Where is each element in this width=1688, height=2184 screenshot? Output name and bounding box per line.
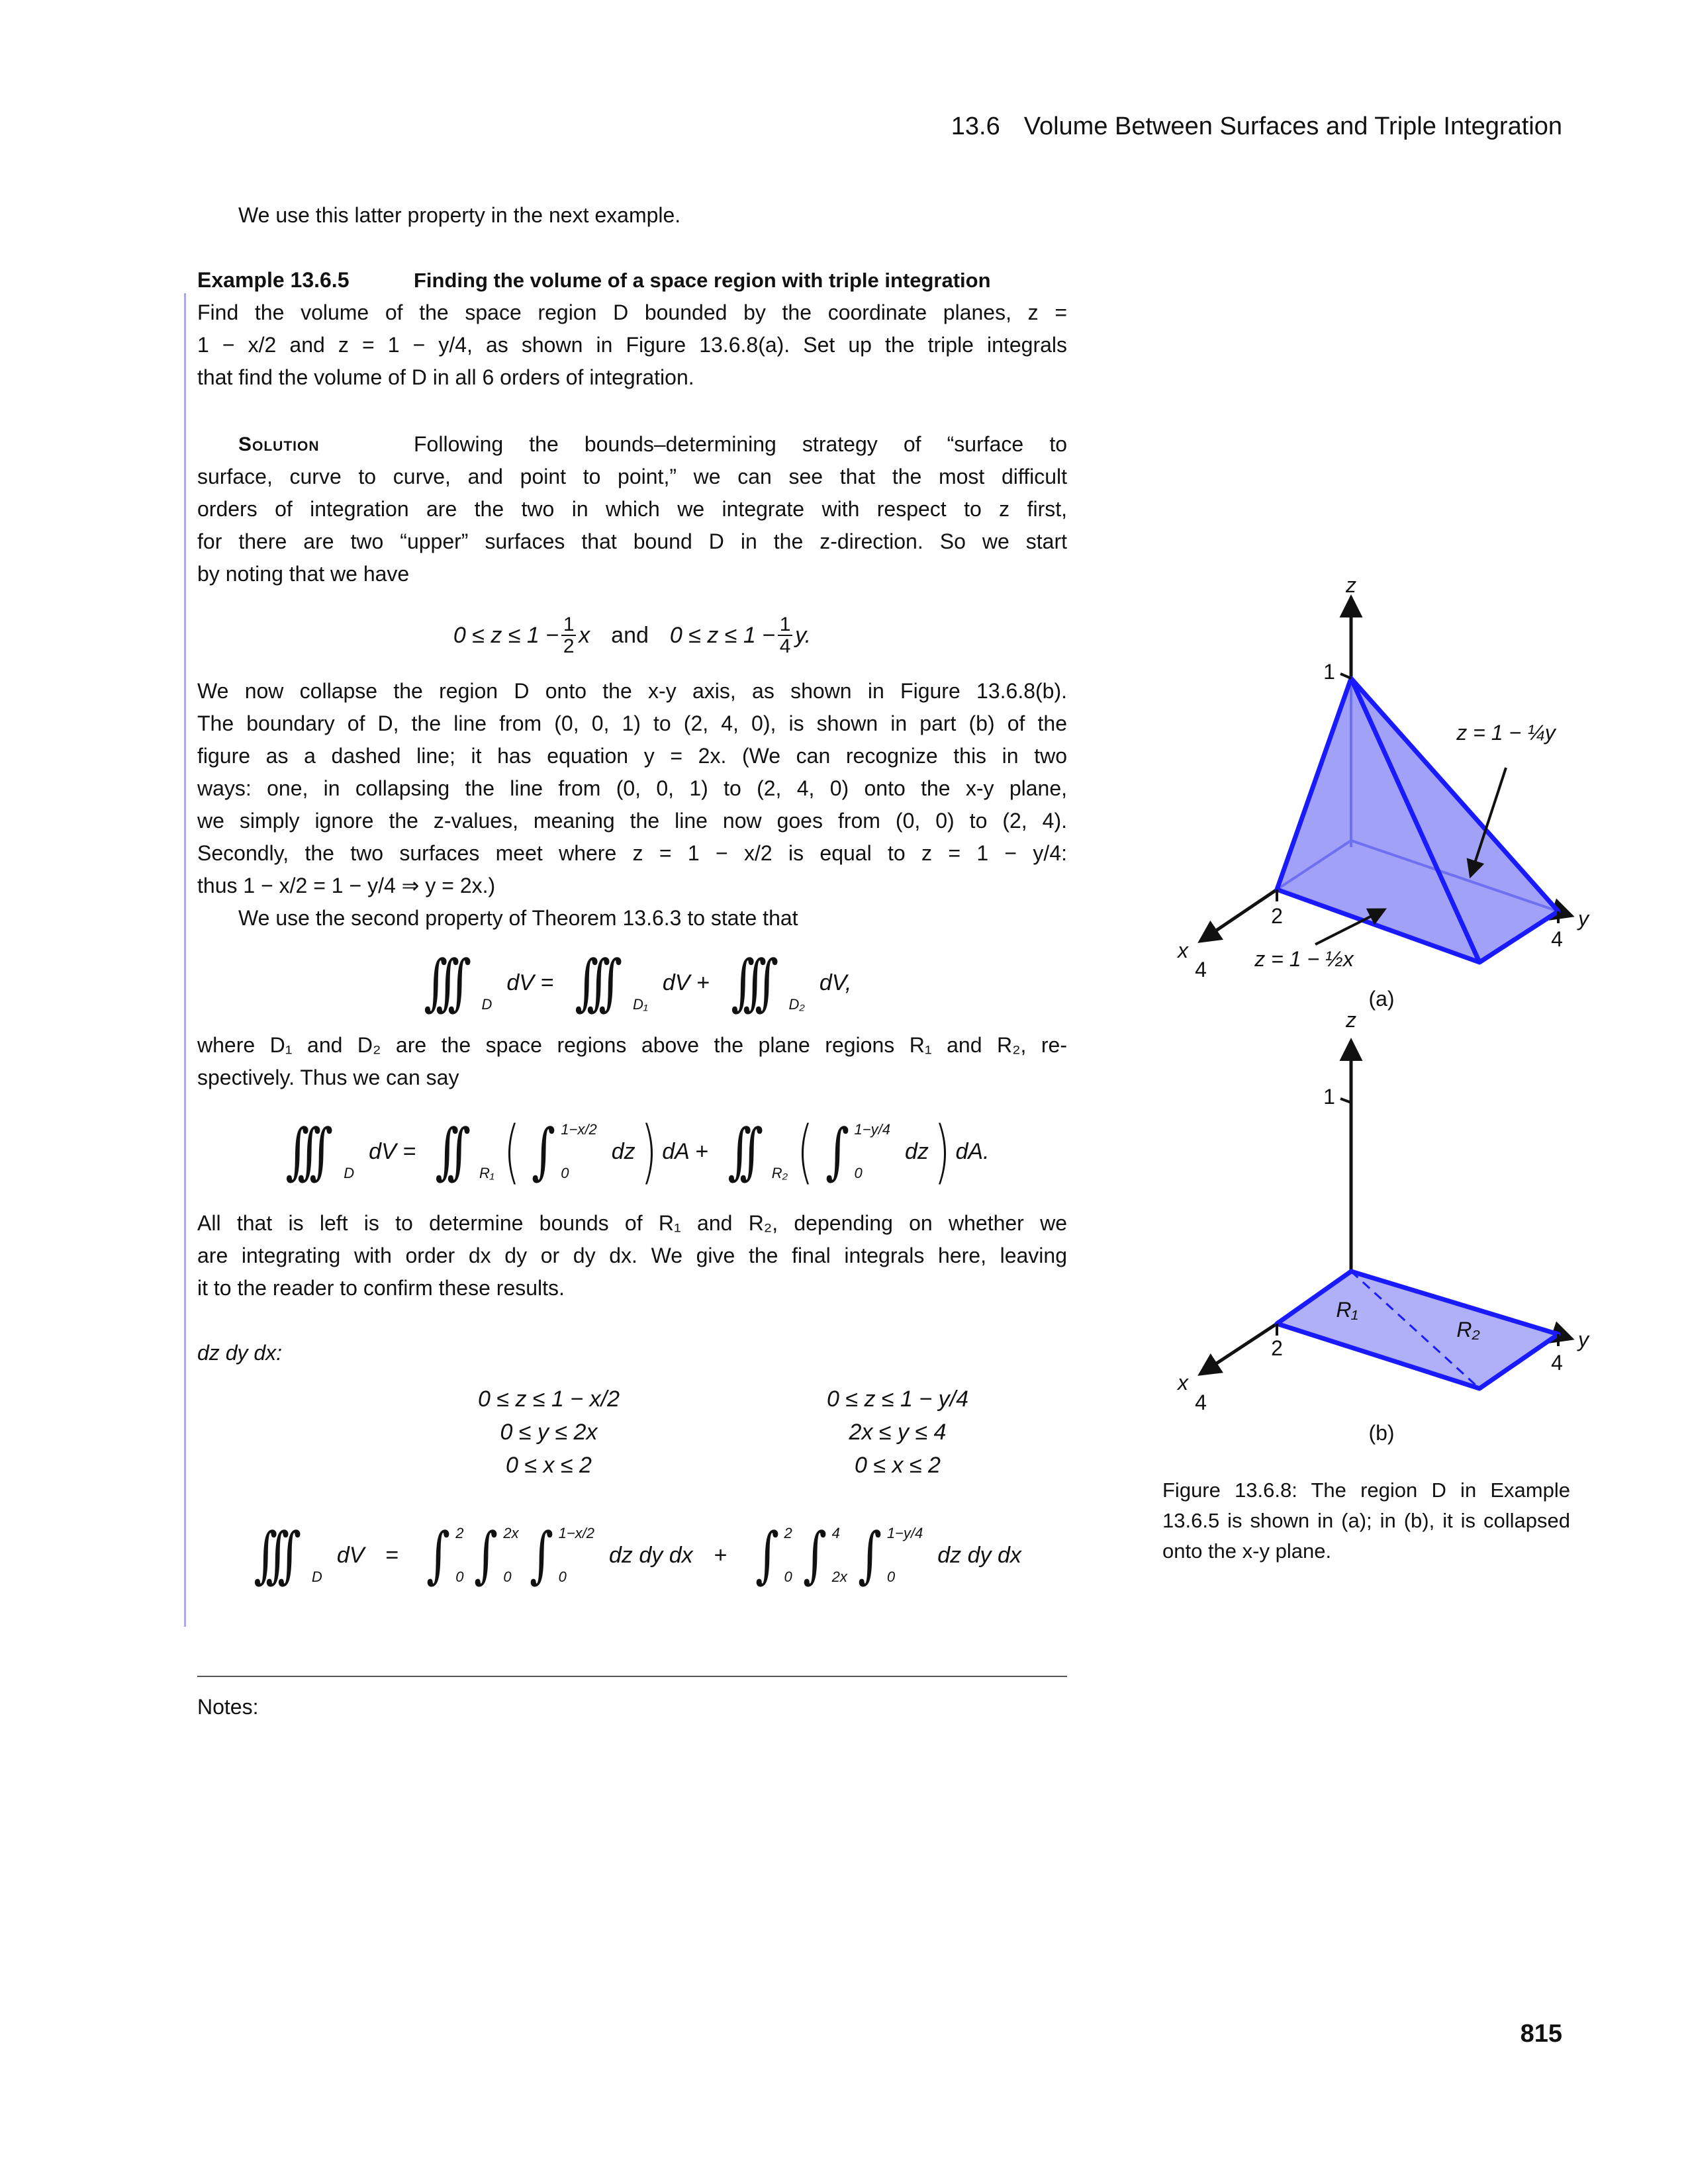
z-tick-label: 1 [1323, 660, 1335, 684]
eq-term: dV = [369, 1138, 416, 1164]
eq-left: 0 ≤ z ≤ 1 − [453, 622, 559, 648]
integral [470, 1520, 519, 1590]
subfigure-b-label: (b) [1368, 1421, 1395, 1445]
text-line: for there are two “upper” surfaces that bound D in the z-direction. So we start [197, 529, 1067, 553]
region-r2-label: R₂ [1456, 1318, 1480, 1342]
text-line: Find the volume of the space region D bounded by the coordinate planes, z = [197, 300, 1067, 324]
intro-text: We use this latter property in the next example. [238, 203, 681, 227]
equation-volume-sum [197, 946, 1067, 1019]
text-line: All that is left is to determine bounds of R₁ and R₂, depending on whether we [197, 1211, 1067, 1235]
integral-symbol: ∫ [825, 1116, 849, 1187]
integral-symbol: ∫∫∫ [254, 1520, 290, 1590]
solution-text [197, 461, 1067, 590]
x-end-label: 4 [1195, 1390, 1207, 1414]
lower-limit: 0 [503, 1569, 512, 1585]
text-line: that find the volume of D in all 6 orders of integration. [197, 365, 694, 389]
equation-z-bounds [197, 609, 1067, 662]
notes-divider [197, 1676, 1067, 1677]
z-axis-label: z [1346, 1008, 1356, 1032]
eq-left-var: x [579, 622, 590, 648]
text-line: We use the second property of Theorem 13.6.3 to state that [238, 906, 798, 930]
subfigure-a-label: (a) [1368, 987, 1395, 1011]
caption-line: Figure 13.6.8: The region D in Example [1162, 1479, 1570, 1502]
left-paren: ( [503, 1111, 520, 1192]
x-axis [1201, 889, 1277, 940]
x-axis [1201, 1324, 1277, 1373]
regions-paragraph [197, 1029, 1067, 1094]
text-line: spectively. Thus we can say [197, 1066, 459, 1089]
integral-region: D [344, 1165, 355, 1181]
surface-y-label: z = 1 − ¼y [1456, 721, 1556, 745]
figure-caption [1162, 1475, 1570, 1567]
eq-term: dz [904, 1138, 929, 1164]
equals: = [385, 1542, 399, 1568]
lower-limit: 0 [854, 1165, 863, 1181]
x-axis-label: x [1178, 1371, 1188, 1394]
eq-term: dV [336, 1542, 365, 1568]
figure-a-solid [1176, 573, 1590, 1011]
integral [751, 1520, 792, 1590]
integral-region: D [481, 996, 492, 1013]
eq-and: and [611, 622, 649, 648]
x-end-label: 4 [1195, 958, 1207, 981]
eq-term: dz [611, 1138, 635, 1164]
bound-z: 0 ≤ z ≤ 1 − x/2 [477, 1387, 620, 1412]
page-number: 815 [1520, 2020, 1562, 2048]
integral-symbol: ∫ [802, 1520, 827, 1590]
figure-13-6-8 [1125, 563, 1655, 1456]
triple-integral [416, 947, 492, 1018]
integral-symbol: ∫ [755, 1520, 779, 1590]
x-tick-label: 2 [1271, 904, 1283, 928]
triple-integral [723, 947, 805, 1018]
double-integral [722, 1116, 788, 1187]
text-line: Following the bounds–determining strategy of “surface to [414, 432, 1067, 456]
numerator: 1 [779, 613, 791, 635]
solution-first-line [414, 428, 1067, 461]
y-axis-label: y [1578, 1328, 1589, 1351]
triple-integral [277, 1116, 355, 1187]
text-line: it to the reader to confirm these results. [197, 1276, 565, 1300]
lower-limit: 0 [886, 1569, 896, 1585]
eq-right: 0 ≤ z ≤ 1 − [669, 622, 776, 648]
lower-limit: 2x [831, 1569, 847, 1585]
bounds-paragraph [197, 1207, 1067, 1304]
solution-label: Solution [238, 433, 320, 455]
upper-limit: 2 [784, 1525, 792, 1541]
y-axis-label: y [1578, 907, 1589, 931]
region-r1-label: R₁ [1336, 1298, 1358, 1322]
text-line: we simply ignore the z-values, meaning the line now goes from (0, 0) to (2, 4). [197, 809, 1067, 833]
numerator: 1 [563, 613, 575, 635]
triple-integral [567, 947, 648, 1018]
upper-limit: 1−y/4 [854, 1121, 890, 1138]
example-statement [197, 296, 1067, 394]
integral-region: D₂ [788, 996, 805, 1013]
integral-symbol: ∫∫∫ [575, 947, 611, 1018]
integral [854, 1520, 923, 1590]
text-line: by noting that we have [197, 562, 410, 586]
double-integral [429, 1116, 494, 1187]
plus: + [714, 1542, 727, 1568]
integral-symbol: ∫ [426, 1520, 451, 1590]
text-line: surface, curve to curve, and point to point,” we can see that the most difficult [197, 465, 1067, 488]
example-label: Example 13.6.5 [197, 268, 350, 292]
bound-z: 0 ≤ z ≤ 1 − y/4 [826, 1387, 969, 1412]
header-section: 13.6 [951, 113, 1000, 140]
x-axis-label: x [1178, 938, 1188, 962]
text-line: 1 − x/2 and z = 1 − y/4, as shown in Figure 13.6.8(a). Set up the triple integrals [197, 333, 1067, 357]
fraction [561, 614, 576, 657]
upper-limit: 1−y/4 [886, 1525, 923, 1541]
integral-symbol: ∫∫∫ [285, 1116, 322, 1187]
text-line: thus 1 − x/2 = 1 − y/4 ⇒ y = 2x.) [197, 874, 496, 897]
y-tick-label: 4 [1551, 927, 1563, 951]
upper-limit: 1−x/2 [561, 1121, 597, 1138]
z-axis-label: z [1346, 573, 1356, 597]
upper-limit: 2 [455, 1525, 464, 1541]
integral-symbol: ∫ [529, 1520, 553, 1590]
y-tick-label: 4 [1551, 1351, 1563, 1375]
eq-differentials: dz dy dx [937, 1542, 1021, 1568]
figure-b-projection [1176, 1008, 1590, 1445]
upper-limit: 4 [831, 1525, 840, 1541]
integral [528, 1116, 597, 1187]
caption-line: 13.6.5 is shown in (a); in (b), it is collapsed [1162, 1509, 1570, 1532]
eq-differentials: dz dy dx [609, 1542, 693, 1568]
left-paren: ( [797, 1111, 814, 1192]
integral [799, 1520, 847, 1590]
bounds-left [416, 1383, 681, 1482]
denominator: 4 [779, 635, 791, 657]
integral [821, 1116, 890, 1187]
integral-symbol: ∫∫∫ [730, 947, 767, 1018]
bounds-right [765, 1383, 1030, 1482]
collapse-paragraph [197, 675, 1067, 934]
integral [422, 1520, 464, 1590]
upper-limit: 2x [503, 1525, 519, 1541]
text-line: ways: one, in collapsing the line from (0, 0, 1) to (2, 4, 0) onto the x-y plane, [197, 776, 1067, 800]
integral-symbol: ∫ [857, 1520, 882, 1590]
caption-line: onto the x-y plane. [1162, 1539, 1332, 1563]
text-line: where D₁ and D₂ are the space regions above the plane regions R₁ and R₂, re- [197, 1033, 1067, 1057]
text-line: We now collapse the region D onto the x-y axis, as shown in Figure 13.6.8(b). [197, 679, 1067, 703]
triple-integral [246, 1520, 322, 1590]
eq-right-var: y. [795, 622, 812, 648]
surface-x-label: z = 1 − ½x [1254, 947, 1354, 971]
text-line: figure as a dashed line; it has equation y = 2x. (We can recognize this in two [197, 744, 1067, 768]
header-title: Volume Between Surfaces and Triple Integration [1023, 113, 1562, 140]
right-paren: ) [640, 1111, 657, 1192]
eq-term: dA. [955, 1138, 990, 1164]
lower-limit: 0 [558, 1569, 567, 1585]
x-tick-label: 2 [1271, 1336, 1283, 1360]
integral-region: D₁ [633, 996, 648, 1013]
integral-symbol: ∫∫ [727, 1116, 751, 1187]
text-line: The boundary of D, the line from (0, 0, 1) to (2, 4, 0), is shown in part (b) of the [197, 711, 1067, 735]
example-title [414, 264, 1067, 296]
integral-symbol: ∫∫ [435, 1116, 459, 1187]
integral-region: R₂ [771, 1165, 788, 1181]
equation-final [197, 1516, 1067, 1595]
plane-region [1277, 1271, 1558, 1388]
integral-symbol: ∫ [532, 1116, 556, 1187]
integral-region: D [311, 1569, 322, 1585]
eq-term: dA + [662, 1138, 708, 1164]
right-paren: ) [934, 1111, 951, 1192]
z-tick-label: 1 [1323, 1085, 1335, 1109]
eq-term: dV + [662, 970, 710, 995]
lower-limit: 0 [455, 1569, 464, 1585]
denominator: 2 [563, 635, 575, 657]
notes-label: Notes: [197, 1695, 259, 1719]
integral-region: R₁ [479, 1165, 494, 1181]
eq-term: dV, [819, 970, 852, 995]
integral [526, 1520, 595, 1590]
text-line: are integrating with order dx dy or dy dx. We give the final integrals here, leaving [197, 1244, 1067, 1267]
equation-split-integral [197, 1112, 1067, 1191]
bound-y: 0 ≤ y ≤ 2x [500, 1420, 598, 1445]
text-line: orders of integration are the two in which we integrate with respect to z first, [197, 497, 1067, 521]
lower-limit: 0 [784, 1569, 792, 1585]
eq-term: dV = [506, 970, 554, 995]
integral-symbol: ∫ [474, 1520, 498, 1590]
bound-x: 0 ≤ x ≤ 2 [855, 1453, 941, 1478]
lower-limit: 0 [561, 1165, 569, 1181]
running-header [951, 113, 1562, 141]
bound-x: 0 ≤ x ≤ 2 [506, 1453, 592, 1478]
example-margin-bar [184, 293, 186, 1627]
upper-limit: 1−x/2 [558, 1525, 595, 1541]
bound-y: 2x ≤ y ≤ 4 [849, 1420, 947, 1445]
integral-symbol: ∫∫∫ [423, 947, 459, 1018]
order-label: dz dy dx: [197, 1341, 283, 1365]
fraction [778, 614, 792, 657]
text-line: Secondly, the two surfaces meet where z = 1 − x/2 is equal to z = 1 − y/4: [197, 841, 1067, 865]
example-title-text: Finding the volume of a space region with triple integration [414, 269, 991, 292]
